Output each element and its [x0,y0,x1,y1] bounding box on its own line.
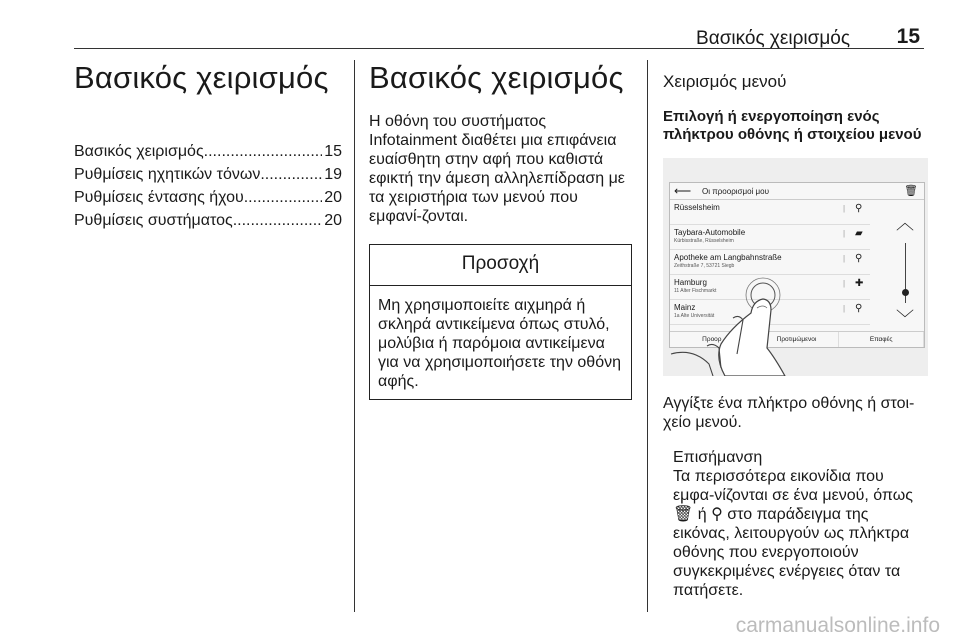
list-item: Apotheke am Langbahnstraße Zeithstraße 7, 53721 Siegb | ⚲ [670,250,870,275]
list-item: Rüsselsheim | ⚲ [670,200,870,225]
chevron-down-icon: ﹀ [896,309,914,329]
plus-icon: ✚ [855,278,864,289]
list-item: Mainz 1a Alte Universität | ⚲ [670,300,870,325]
subsection-heading: Χειρισμός μενού [663,72,787,91]
note-block [673,448,928,600]
note-body: Τα περισσότερα εικονίδια που εμφα-νίζονται σε ένα μενού, όπως 🗑 ή ⚲ στο παράδειγμα της εικόνας, λειτουργούν ως πλήκτρα οθόνης που ενεργοποιούν συγκεκριμένες ενέργειες όταν τα πατήσετε. [673,468,913,599]
basic-operation-column [369,60,632,400]
toc-column [74,60,342,232]
screen-title: Οι προορισμοί μου [702,187,769,196]
watermark: carmanualsonline.info [735,614,940,637]
instruction-text: Αγγίξτε ένα πλήκτρο οθόνης ή στοι-χείο μενού. [663,395,915,431]
trash-icon: 🗑 [904,185,918,197]
page-number: 15 [896,25,920,48]
note-title: Επισήμανση [673,449,763,466]
section-heading: Βασικός χειρισμός [74,60,329,95]
tab-destinations: Προορ [670,332,755,347]
back-arrow-icon: ⟵ [674,184,692,198]
toc-item[interactable]: Ρυθμίσεις ηχητικών τόνων ..... 19 [74,163,342,186]
caution-box [369,244,632,400]
caution-title: Προσοχή [370,245,631,286]
location-pin-icon: ⚲ [855,253,863,264]
column-divider-1 [354,60,355,612]
list-item: Hamburg 11 Alter Fischmarkt | ✚ [670,275,870,300]
menu-operation-column [663,60,928,600]
car-icon: ▰ [855,228,863,239]
subsection-subheading: Επιλογή ή ενεργοποίηση ενός πλήκτρου οθόνης ή στοιχείου μενού [663,108,922,143]
chevron-up-icon: ︿ [896,213,914,233]
list-item: Taybara-Automobile Kürbisstraße, Rüsselsheim | ▰ [670,225,870,250]
toc-item[interactable]: Βασικός χειρισμός ..... 15 [74,140,342,163]
toc-item[interactable]: Ρυθμίσεις συστήματος ..... 20 [74,209,342,232]
tab-favourites: Προτιμώμενοι [755,332,840,347]
finger-touch-illustration [663,158,928,376]
location-pin-icon: ⚲ [855,303,863,314]
column-divider-2 [647,60,648,612]
section-heading: Βασικός χειρισμός [369,60,624,95]
table-of-contents [74,140,342,232]
touchscreen-illustration [663,158,928,376]
toc-item[interactable]: Ρυθμίσεις έντασης ήχου ..... 20 [74,186,342,209]
page-header [0,0,960,52]
header-title: Βασικός χειρισμός [696,28,850,49]
location-pin-icon: ⚲ [855,203,863,214]
caution-body: Μη χρησιμοποιείτε αιχμηρά ή σκληρά αντικείμενα όπως στυλό, μολύβια ή παρόμοια αντικείμενα για να χρησιμοποιήσετε την οθόνη αφής. [378,297,621,390]
intro-paragraph: Η οθόνη του συστήματος Infotainment διαθέτει μια επιφάνεια ευαίσθητη στην αφή που καθιστά εφικτή την άμεση αλληλεπίδραση με τα χειριστήρια των μενού που εμφανί-ζονται. [369,113,625,225]
tab-contacts: Επαφές [839,332,924,347]
